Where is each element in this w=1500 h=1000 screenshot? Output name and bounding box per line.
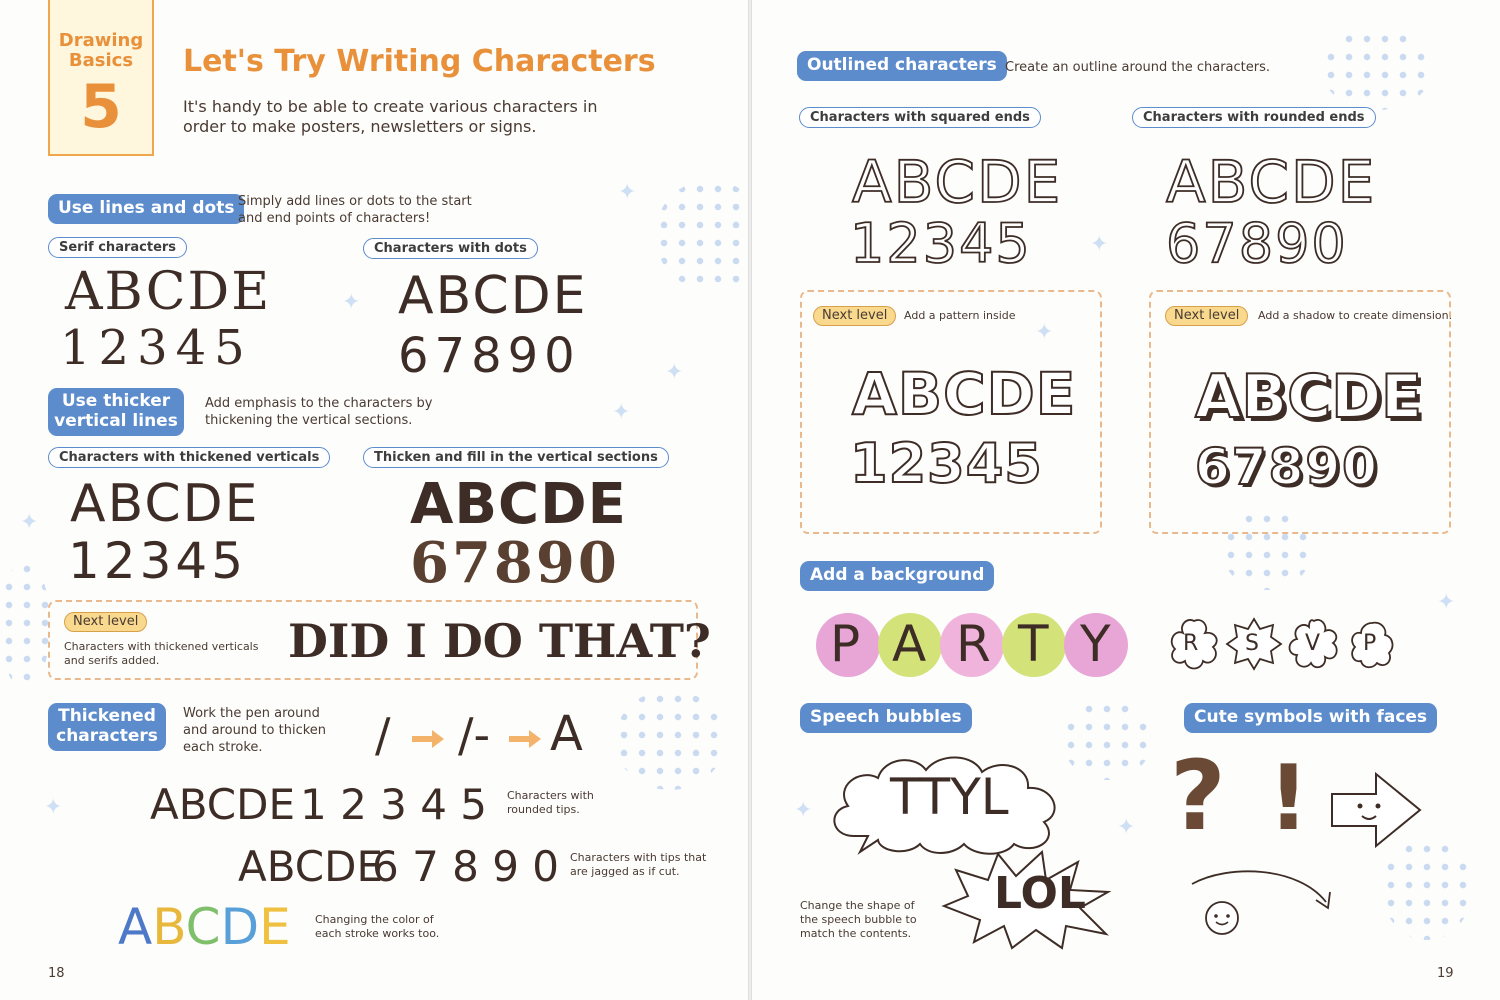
next1-desc-2: and serifs added. <box>64 654 160 667</box>
thicker-desc-2: thickening the vertical sections. <box>205 413 413 428</box>
pill-line-2: vertical lines <box>54 411 178 431</box>
serif-digits: 12345 <box>60 320 253 376</box>
colored-letter: E <box>259 898 291 956</box>
badge-number: 5 <box>80 72 122 142</box>
serif-letters: ABCDE <box>65 262 272 322</box>
flower-letter: P <box>1363 631 1377 656</box>
flower-letter: S <box>1245 631 1259 656</box>
rounded-letters: ABCDE <box>150 780 296 829</box>
pattern-desc: Add a pattern inside <box>904 309 1016 322</box>
jagged-note-2: are jagged as if cut. <box>570 865 680 878</box>
jagged-note-1: Characters with tips that <box>570 851 707 864</box>
shadow-desc: Add a shadow to create dimension. <box>1258 309 1453 322</box>
label-thickened-verticals: Characters with thickened verticals <box>48 447 330 468</box>
arrow-right-icon <box>507 728 543 750</box>
curved-arrow-face-icon <box>1188 862 1338 942</box>
thickened-vertical-digits: 12345 <box>68 532 248 590</box>
page-title: Let's Try Writing Characters <box>183 44 656 79</box>
stroke-step-2: /- <box>458 708 491 762</box>
colored-letters <box>118 898 291 956</box>
intro-line-2: order to make posters, newsletters or signs. <box>183 117 537 136</box>
label-thicken-and-fill: Thicken and fill in the vertical sections <box>363 447 669 468</box>
flower-letters <box>1165 615 1415 675</box>
thickened-desc-1: Work the pen around <box>183 706 320 721</box>
pill-line-2: characters <box>56 726 158 746</box>
left-page <box>0 0 748 1000</box>
colored-note-2: each stroke works too. <box>315 927 440 940</box>
next-level-badge: Next level <box>64 612 147 632</box>
badge-line-2: Basics <box>68 50 134 71</box>
badge-line-1: Drawing <box>58 30 144 51</box>
flower-letter: R <box>1183 631 1199 656</box>
party-circles <box>816 613 1136 677</box>
sparkle-icon: ✦ <box>1437 590 1456 615</box>
pill-thickened-characters <box>48 703 166 751</box>
label-rounded-ends: Characters with rounded ends <box>1132 107 1376 128</box>
dot-letters: ABCDE <box>398 266 588 326</box>
exclamation-face: ! <box>1268 746 1310 851</box>
rounded-digits: 1 2 3 4 5 <box>300 780 488 829</box>
rounded-end-digits: 67890 <box>1166 212 1348 275</box>
arrow-right-icon <box>410 728 446 750</box>
sparkle-icon: ✦ <box>618 180 637 205</box>
thickened-vertical-letters: ABCDE <box>70 474 260 534</box>
pill-use-lines-and-dots: Use lines and dots <box>48 194 244 224</box>
rounded-end-letters: ABCDE <box>1166 148 1377 216</box>
jagged-letters: ABCDE <box>238 842 384 891</box>
pattern-letters: ABCDE <box>852 360 1077 428</box>
label-squared-ends: Characters with squared ends <box>799 107 1041 128</box>
did-i-do-that-sample: DID I DO THAT? <box>288 614 711 668</box>
decorative-dots <box>0 560 50 690</box>
thicker-desc-1: Add emphasis to the characters by <box>205 396 433 411</box>
party-letter: R <box>956 615 991 673</box>
sparkle-icon: ✦ <box>612 400 631 425</box>
pill-add-a-background: Add a background <box>800 561 994 591</box>
drawing-basics-badge <box>48 0 154 156</box>
decorative-dots <box>615 690 725 790</box>
pill-use-thicker-vertical-lines <box>48 388 184 436</box>
jagged-digits: 6 7 8 9 0 <box>372 842 560 891</box>
pill-line-1: Use thicker <box>61 391 171 411</box>
pill-line-1: Thickened <box>58 706 156 726</box>
right-page <box>752 0 1500 1000</box>
pill-outlined-characters: Outlined characters <box>797 51 1007 81</box>
speech-note-2: the speech bubble to <box>800 913 917 926</box>
filled-vertical-letters: ABCDE <box>410 472 627 537</box>
bubble-lol: LOL <box>994 868 1086 919</box>
decorative-dots <box>1322 30 1432 110</box>
sparkle-icon: ✦ <box>20 510 39 535</box>
shadow-letters: ABCDE <box>1195 362 1422 432</box>
next-level-badge: Next level <box>813 306 896 326</box>
party-letter: P <box>830 615 861 673</box>
thickened-desc-2: and around to thicken <box>183 723 327 738</box>
stroke-step-3: A <box>550 706 583 762</box>
lines-dots-desc-1: Simply add lines or dots to the start <box>238 194 472 209</box>
squared-digits: 12345 <box>850 212 1032 275</box>
next-level-badge: Next level <box>1165 306 1248 326</box>
page-number: 19 <box>1437 966 1454 981</box>
flower-letter: V <box>1305 631 1321 656</box>
outlined-desc: Create an outline around the characters. <box>1005 60 1271 75</box>
party-letter: T <box>1018 615 1049 673</box>
rounded-note-2: rounded tips. <box>507 803 580 816</box>
decorative-dots <box>1382 840 1472 940</box>
pattern-digits: 12345 <box>850 432 1043 495</box>
label-characters-with-dots: Characters with dots <box>363 238 538 259</box>
colored-letter: A <box>118 898 153 956</box>
next1-desc-1: Characters with thickened verticals <box>64 640 259 653</box>
stroke-step-1: / <box>375 708 391 762</box>
sparkle-icon: ✦ <box>342 290 361 315</box>
colored-letter: C <box>185 898 221 956</box>
question-mark-face: ? <box>1170 740 1226 852</box>
sparkle-icon: ✦ <box>665 360 684 385</box>
sparkle-icon: ✦ <box>794 798 813 823</box>
arrow-face-icon <box>1330 772 1422 848</box>
dot-digits: 67890 <box>398 328 581 384</box>
label-serif-characters: Serif characters <box>48 237 187 258</box>
colored-letter: D <box>220 898 260 956</box>
rounded-note-1: Characters with <box>507 789 594 802</box>
page-number: 18 <box>48 966 65 981</box>
pill-speech-bubbles: Speech bubbles <box>800 703 972 733</box>
sparkle-icon: ✦ <box>1090 232 1109 257</box>
colored-note-1: Changing the color of <box>315 913 434 926</box>
shadow-digits: 67890 <box>1195 438 1379 496</box>
intro-line-1: It's handy to be able to create various characters in <box>183 97 598 116</box>
lines-dots-desc-2: and end points of characters! <box>238 211 431 226</box>
sparkle-icon: ✦ <box>1035 320 1054 345</box>
party-letter: Y <box>1080 615 1111 673</box>
filled-vertical-digits: 67890 <box>410 530 620 596</box>
thickened-desc-3: each stroke. <box>183 740 263 755</box>
colored-letter: B <box>152 898 186 956</box>
decorative-dots <box>1062 700 1152 780</box>
pill-cute-symbols: Cute symbols with faces <box>1184 703 1437 733</box>
squared-letters: ABCDE <box>852 148 1063 216</box>
sparkle-icon: ✦ <box>1117 815 1136 840</box>
party-letter: A <box>892 615 927 673</box>
sparkle-icon: ✦ <box>44 795 63 820</box>
speech-note-3: match the contents. <box>800 927 912 940</box>
bubble-ttyl: TTYL <box>890 768 1009 826</box>
speech-note-1: Change the shape of <box>800 899 915 912</box>
